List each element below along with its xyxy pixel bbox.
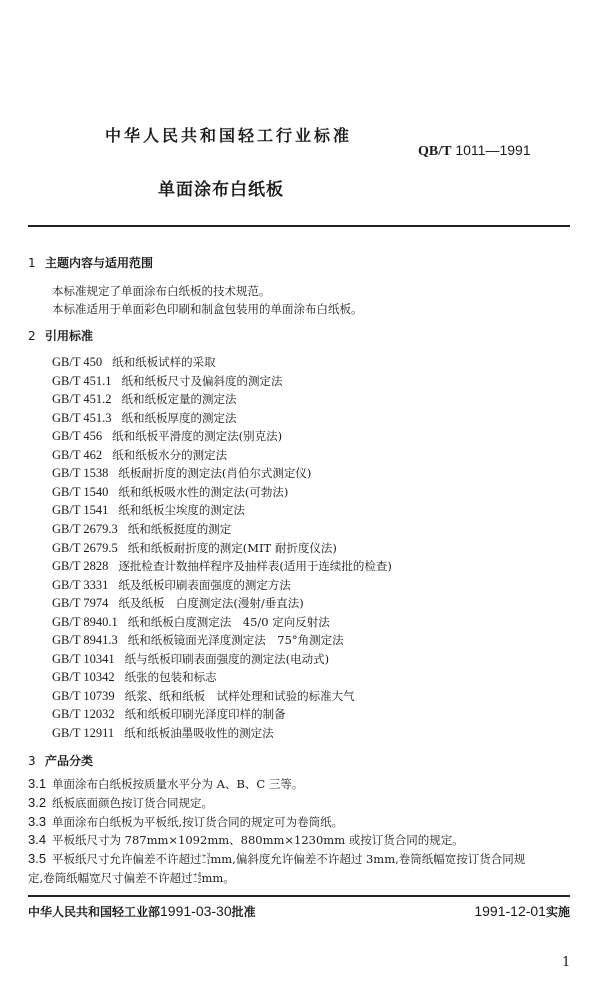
reference-item [52, 428, 282, 444]
section-2-heading [28, 327, 93, 344]
reference-title: 纸和纸板尺寸及偏斜度的测定法 [121, 373, 283, 388]
reference-code: GB/T 462 [52, 447, 103, 462]
clause-text: 纸板底面颜色按订货合同规定。 [52, 795, 213, 810]
reference-title: 纸和纸板印刷光泽度印样的制备 [124, 707, 286, 722]
reference-code: GB/T 12032 [52, 707, 115, 722]
code-number: 1011—1991 [455, 142, 531, 158]
section-number: 2 [28, 329, 36, 343]
reference-title: 纸和纸板白度测定法 45/0 定向反射法 [127, 614, 330, 629]
clause-text: 定,卷筒纸幅宽尺寸偏差不许超过 [28, 871, 193, 885]
approval-label: 批准 [231, 905, 256, 919]
reference-code: GB/T 451.1 [52, 373, 112, 388]
reference-title: 纸和纸板油墨吸收性的测定法 [124, 726, 274, 740]
reference-item [52, 577, 291, 593]
reference-code: GB/T 450 [52, 355, 103, 369]
reference-item [52, 521, 231, 537]
section-1-line: 本标准规定了单面涂布白纸板的技术规范。 [52, 284, 271, 298]
tolerance [193, 873, 202, 885]
header-divider [28, 225, 570, 227]
reference-item [52, 669, 217, 685]
reference-code: GB/T 8940.1 [52, 614, 118, 629]
implementation-date: 1991-12-01 [474, 903, 546, 919]
tolerance-lower: −2 [192, 878, 202, 885]
reference-title: 纸和纸板试样的采取 [112, 355, 216, 369]
reference-title: 纸及纸板 白度测定法(漫射/垂直法) [118, 596, 304, 611]
reference-code: GB/T 451.3 [52, 410, 112, 425]
reference-code: GB/T 1540 [52, 484, 109, 499]
reference-code: GB/T 2679.3 [52, 521, 118, 536]
implementation-label: 实施 [545, 905, 570, 919]
footer-divider [28, 895, 570, 897]
reference-title: 纸和纸板耐折度的测定(MIT 耐折度仪法) [127, 540, 337, 555]
reference-code: GB/T 10341 [52, 651, 115, 666]
clause-item [28, 776, 303, 792]
document-title: 单面涂布白纸板 [158, 180, 284, 200]
clause-text: mm,偏斜度允许偏差不许超过 3mm,卷筒纸幅宽按订货合同规 [210, 852, 526, 866]
reference-title: 纸和纸板平滑度的测定法(别克法) [112, 429, 283, 444]
reference-item [52, 465, 311, 481]
reference-item [52, 632, 344, 648]
reference-title: 纸张的包装和标志 [124, 670, 217, 685]
reference-item [52, 373, 283, 389]
clause-text: mm。 [201, 871, 235, 885]
section-1-heading [28, 254, 153, 271]
reference-code: GB/T 10739 [52, 688, 115, 703]
section-title: 产品分类 [45, 754, 94, 768]
reference-code: GB/T 1538 [52, 466, 109, 481]
reference-item [52, 447, 227, 463]
reference-code: GB/T 10342 [52, 670, 115, 685]
section-title: 主题内容与适用范围 [45, 256, 154, 270]
approval-date: 1991-03-30 [160, 903, 232, 919]
tolerance-upper: +4 [192, 872, 202, 879]
code-prefix: QB/T [418, 144, 452, 159]
clause-number: 3.2 [28, 794, 47, 810]
issuer: 中华人民共和国轻工业部 [28, 905, 161, 919]
clause-number: 3.5 [28, 851, 47, 866]
page-number: 1 [562, 955, 571, 970]
reference-item [52, 651, 329, 667]
reference-title: 纸与纸板印刷表面强度的测定法(电动式) [124, 651, 330, 666]
reference-title: 纸和纸板定量的测定法 [121, 392, 237, 407]
reference-title: 纸和纸板镜面光泽度测定法 75°角测定法 [127, 633, 344, 648]
clause-text: 单面涂布白纸板按质量水平分为 A、B、C 三等。 [52, 777, 304, 791]
clause-text: 平板纸尺寸为 787mm×1092mm、880mm×1230mm 或按订货合同的规定。 [52, 833, 464, 848]
standard-category-title: 中华人民共和国轻工行业标准 [105, 126, 353, 145]
section-number: 3 [28, 754, 36, 768]
section-number: 1 [28, 256, 36, 270]
reference-code: GB/T 2679.5 [52, 540, 118, 555]
reference-title: 纸和纸板尘埃度的测定法 [118, 503, 245, 518]
approval-info [28, 903, 256, 920]
reference-code: GB/T 451.2 [52, 392, 112, 407]
clause-text: 单面涂布白纸板为平板纸,按订货合同的规定可为卷筒纸。 [52, 814, 344, 829]
clause-item [28, 814, 343, 830]
clause-number: 3.4 [28, 832, 47, 848]
tolerance-upper: +3 [201, 853, 211, 860]
reference-code: GB/T 8941.3 [52, 633, 118, 648]
clause-text: 平板纸尺寸允许偏差不许超过 [52, 852, 202, 866]
clause-number: 3.3 [28, 813, 47, 829]
reference-item [52, 558, 392, 574]
section-3-heading [28, 752, 93, 769]
reference-code: GB/T 456 [52, 429, 103, 444]
implementation-info [474, 903, 570, 920]
reference-code: GB/T 3331 [52, 577, 109, 592]
reference-item [52, 540, 337, 556]
reference-code: GB/T 12911 [52, 726, 115, 740]
clause-item [28, 795, 213, 811]
clause-item [28, 832, 464, 848]
reference-item [52, 595, 304, 611]
tolerance-lower: −1 [201, 859, 211, 866]
reference-title: 纸板耐折度的测定法(肖伯尔式测定仪) [118, 466, 312, 481]
section-1-line: 本标准适用于单面彩色印刷和制盒包装用的单面涂布白纸板。 [52, 302, 363, 316]
reference-item [52, 502, 245, 518]
clause-number: 3.1 [28, 776, 47, 791]
reference-title: 纸和纸板吸水性的测定法(可勃法) [118, 484, 289, 499]
reference-code: GB/T 1541 [52, 503, 109, 518]
reference-item [52, 484, 288, 500]
reference-title: 纸及纸板印刷表面强度的测定方法 [118, 577, 291, 592]
reference-code: GB/T 7974 [52, 596, 109, 611]
reference-title: 逐批检查计数抽样程序及抽样表(适用于连续批的检查) [118, 559, 392, 574]
reference-title: 纸和纸板挺度的测定 [127, 521, 232, 536]
reference-item [52, 725, 274, 741]
reference-item [52, 391, 237, 407]
section-title: 引用标准 [45, 329, 94, 343]
clause-3-5 [28, 851, 525, 867]
reference-title: 纸浆、纸和纸板 试样处理和试验的标准大气 [124, 688, 355, 703]
reference-code: GB/T 2828 [52, 559, 109, 574]
standard-code [418, 142, 531, 160]
reference-item [52, 614, 330, 630]
reference-item [52, 688, 355, 704]
reference-item [52, 410, 237, 426]
reference-item [52, 706, 286, 722]
reference-title: 纸和纸板水分的测定法 [112, 447, 228, 462]
clause-3-5-cont [28, 870, 235, 886]
reference-item [52, 354, 216, 370]
reference-title: 纸和纸板厚度的测定法 [121, 410, 237, 425]
